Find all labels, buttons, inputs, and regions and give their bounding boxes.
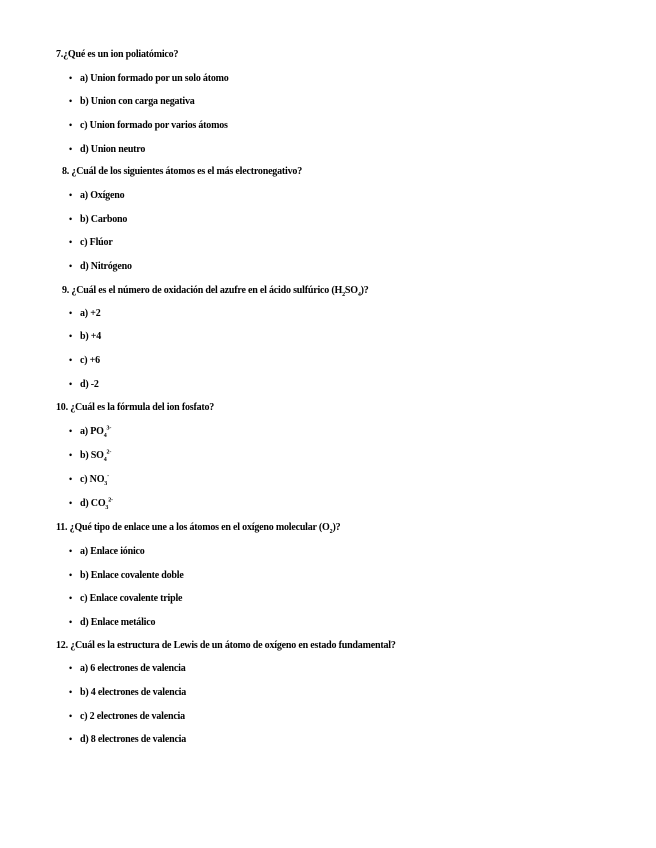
question-7-option-b: • b) Union con carga negativa xyxy=(80,96,195,107)
question-10-option-b-sub: 4 xyxy=(103,457,107,463)
question-7-option-c: • c) Union formado por varios átomos xyxy=(80,120,228,131)
question-12-option-a: • a) 6 electrones de valencia xyxy=(80,663,186,674)
question-8-option-a: • a) Oxígeno xyxy=(80,190,124,201)
question-11-option-c: • c) Enlace covalente triple xyxy=(80,593,182,604)
question-10-option-c-text: c) NO xyxy=(80,474,105,485)
question-10-option-d-sup: 2- xyxy=(108,497,113,504)
question-10: 10. ¿Cuál es la fórmula del ion fosfato? xyxy=(56,402,215,413)
question-8: 8. ¿Cuál de los siguientes átomos es el más electronegativo? xyxy=(62,166,303,177)
question-10-option-d-text: d) CO xyxy=(80,498,106,509)
question-9-option-b: • b) +4 xyxy=(80,331,101,342)
question-9-sub-h: 2 xyxy=(342,292,345,298)
question-11-option-d: • d) Enlace metálico xyxy=(80,617,155,628)
question-10-option-c-sub: 3 xyxy=(104,481,108,487)
question-9-option-d: • d) -2 xyxy=(80,379,99,390)
question-8-option-d: • d) Nitrógeno xyxy=(80,261,132,272)
question-7: 7.¿Qué es un ion poliatómico? xyxy=(56,49,179,60)
question-10-option-a-sup: 3- xyxy=(106,425,112,432)
question-9-sub-o: 4 xyxy=(357,292,361,298)
question-10-option-d xyxy=(80,498,113,509)
question-10-option-b-sup: 2- xyxy=(106,449,112,456)
question-12: 12. ¿Cuál es la estructura de Lewis de un átomo de oxígeno en estado fundamental? xyxy=(56,640,396,651)
question-10-option-b xyxy=(80,450,111,461)
question-11-sub: 2 xyxy=(329,529,333,535)
question-9 xyxy=(62,285,369,296)
question-10-option-c-sup: - xyxy=(107,473,109,480)
question-10-option-a-sub: 4 xyxy=(103,433,107,439)
question-10-option-a-text: a) PO xyxy=(80,426,104,437)
question-10-option-a xyxy=(80,426,111,437)
question-12-option-c: • c) 2 electrones de valencia xyxy=(80,711,185,722)
question-9-text-so: SO xyxy=(344,285,358,296)
question-10-option-c xyxy=(80,474,109,485)
question-7-option-d: • d) Union neutro xyxy=(80,144,145,155)
question-10-option-b-text: b) SO xyxy=(80,450,104,461)
question-9-option-c: • c) +6 xyxy=(80,355,100,366)
question-8-option-c: • c) Flúor xyxy=(80,237,113,248)
question-9-option-a: • a) +2 xyxy=(80,308,101,319)
question-11-option-b: • b) Enlace covalente doble xyxy=(80,570,184,581)
question-12-option-d: • d) 8 electrones de valencia xyxy=(80,734,186,745)
question-11-text: 11. ¿Qué tipo de enlace une a los átomos en el oxígeno molecular (O xyxy=(56,522,330,533)
question-7-option-a: • a) Union formado por un solo átomo xyxy=(80,73,229,84)
question-9-text-end: )? xyxy=(360,285,369,296)
question-8-option-b: • b) Carbono xyxy=(80,214,127,225)
question-9-text: 9. ¿Cuál es el número de oxidación del azufre en el ácido sulfúrico (H xyxy=(62,285,343,296)
question-11-option-a: • a) Enlace iónico xyxy=(80,546,145,557)
question-11 xyxy=(56,522,340,533)
question-10-option-d-sub: 3 xyxy=(105,505,109,511)
question-11-text-end: )? xyxy=(332,522,341,533)
question-12-option-b: • b) 4 electrones de valencia xyxy=(80,687,186,698)
